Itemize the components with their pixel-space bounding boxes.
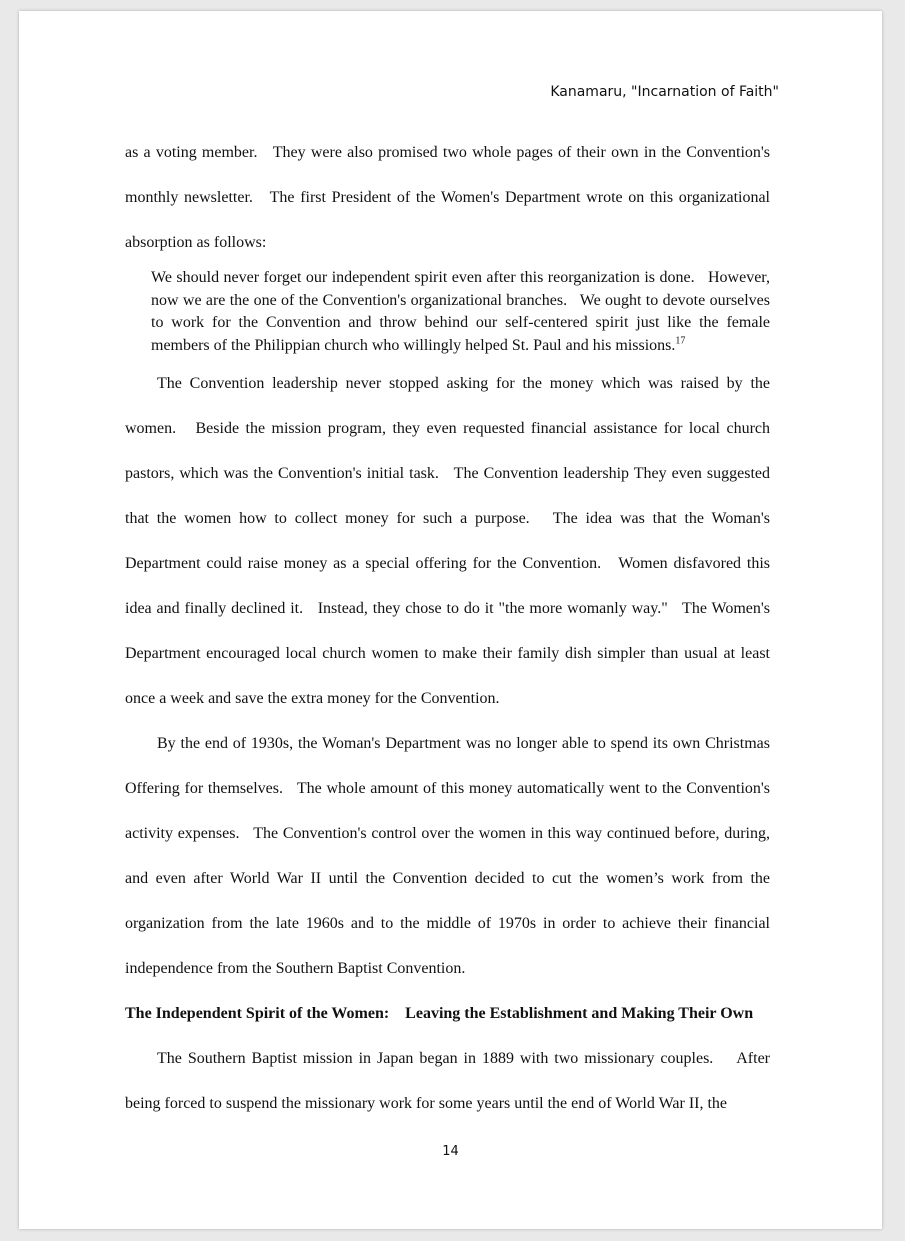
page-body (125, 130, 774, 1126)
paragraph-mission-japan: The Southern Baptist mission in Japan began in 1889 with two missionary couples. After being forced to suspend the missionary work for some years until the end of World War II, the (125, 1050, 774, 1112)
running-header: Kanamaru, "Incarnation of Faith" (550, 84, 779, 100)
page-number: 14 (442, 1144, 459, 1159)
section-heading: The Independent Spirit of the Women: Leaving the Establishment and Making Their Own (125, 1005, 754, 1022)
paragraph-end-of-1930s: By the end of 1930s, the Woman's Department was no longer able to spend its own Christmas Offering for themselves. The whole amount of this money automatically went to the Convention's activity expenses. The Convention's control over the women in this way continued before, during, and even after World War II until the Convention decided to cut the women’s work from the organization from the late 1960s and to the middle of 1970s in order to achieve their financial independence from the Southern Baptist Convention. (125, 735, 774, 977)
paragraph-continued: as a voting member. They were also promised two whole pages of their own in the Convention's monthly newsletter. The first President of the Women's Department wrote on this organizational absorption as follows: (125, 144, 774, 251)
block-quote (151, 267, 774, 357)
paragraph-convention-leadership: The Convention leadership never stopped asking for the money which was raised by the women. Beside the mission program, they even requested financial assistance for local church pastors, which was the Convention's initial task. The Convention leadership They even suggested that the women how to collect money for such a purpose. The idea was that the Woman's Department could raise money as a special offering for the Convention. Women disfavored this idea and finally declined it. Instead, they chose to do it "the more womanly way." The Women's Department encouraged local church women to make their family dish simpler than usual at least once a week and save the extra money for the Convention. (125, 375, 774, 707)
block-quote-text: We should never forget our independent spirit even after this reorganization is done. However, now we are the one of the Convention's organizational branches. We ought to devote ourselves to work for the Convention and throw behind our self-centered spirit just like the female members of the Philippian church who willingly helped St. Paul and his missions. (151, 269, 774, 354)
footnote-marker[interactable]: 17 (675, 335, 686, 347)
document-page (19, 11, 882, 1229)
